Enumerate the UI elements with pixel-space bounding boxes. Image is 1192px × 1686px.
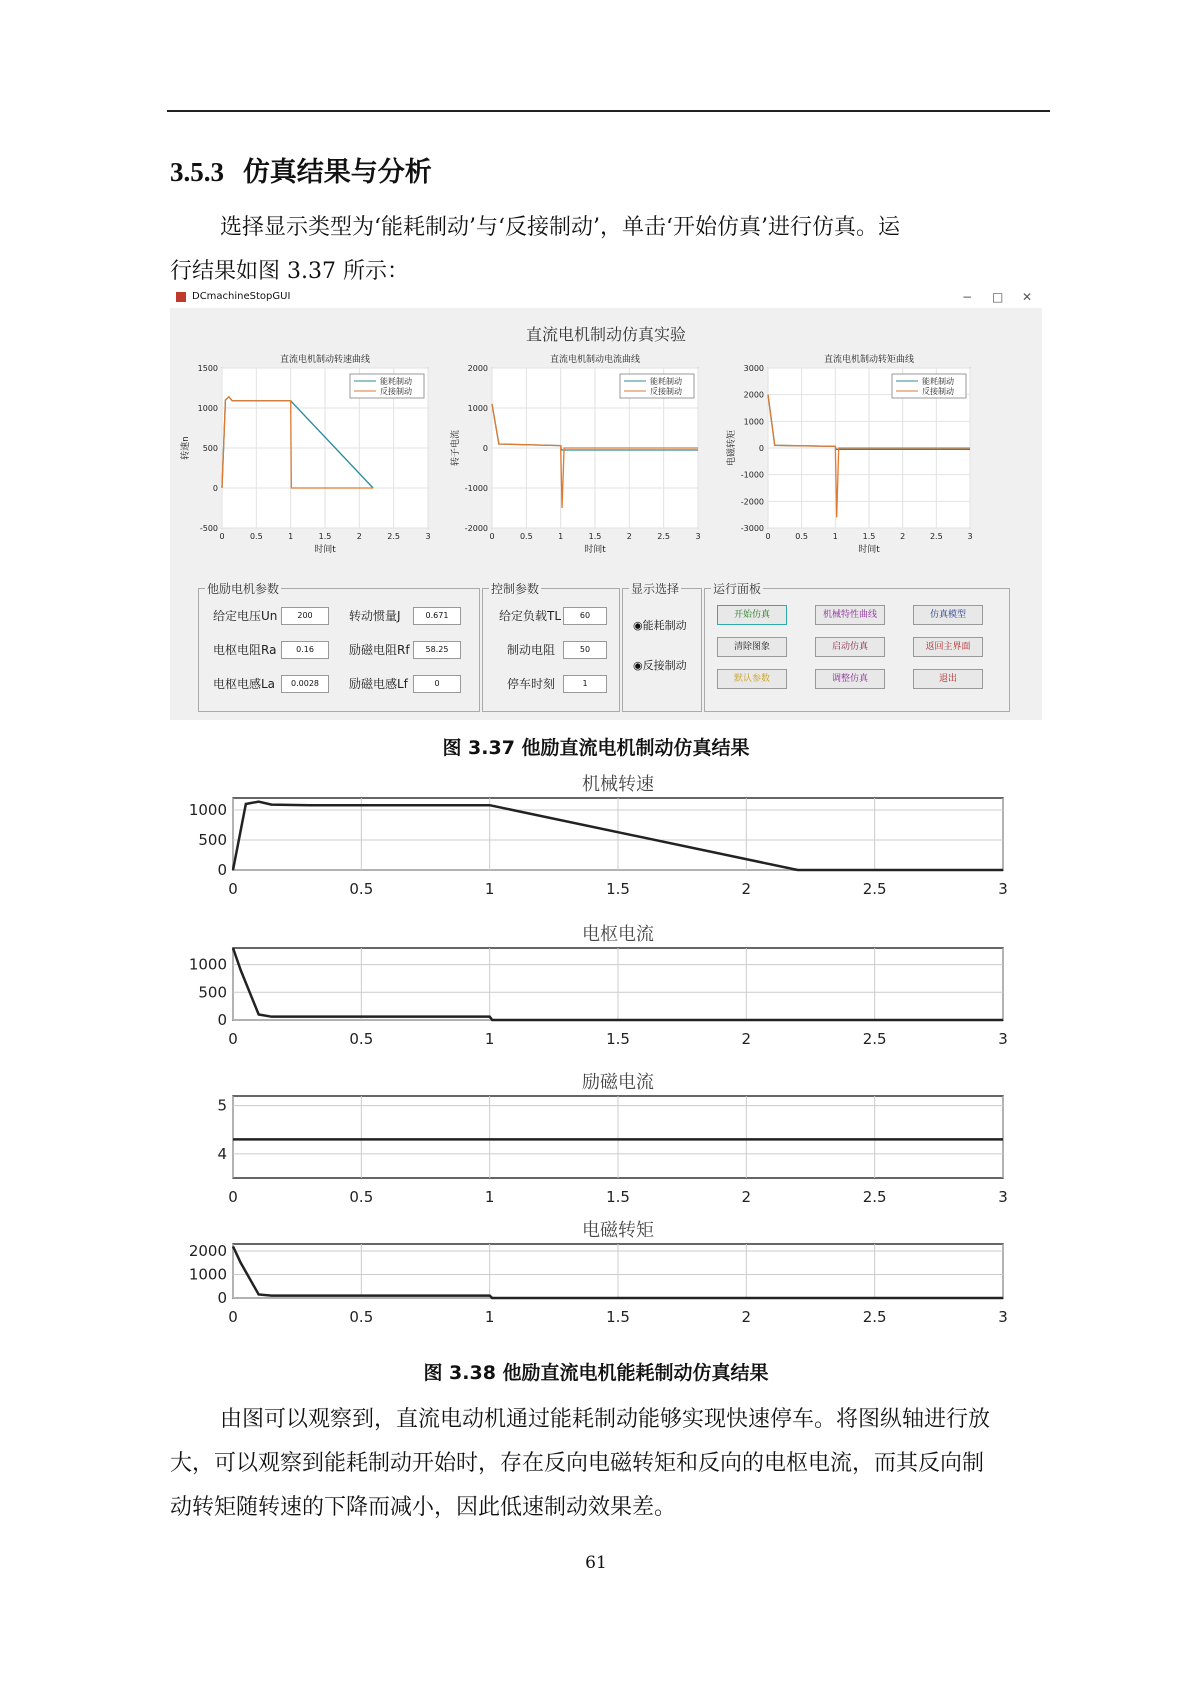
gui-x-tick: 0.5 <box>519 532 533 541</box>
close-icon[interactable]: ✕ <box>1022 290 1033 304</box>
x-tick-label: 1.5 <box>606 1030 630 1048</box>
gui-legend-label: 反接制动 <box>380 387 412 396</box>
x-tick-label: 0.5 <box>349 1308 374 1326</box>
x-tick-label: 0 <box>228 1308 238 1326</box>
gui-window <box>170 286 1042 720</box>
gui-plot-ylabel: 电磁转矩 <box>727 429 737 467</box>
y-tick-label: 1000 <box>188 1265 227 1284</box>
x-tick-label: 2 <box>741 1030 752 1048</box>
gui-legend-label: 反接制动 <box>650 387 682 396</box>
x-tick-label: 0.5 <box>349 880 374 898</box>
y-tick-label: 500 <box>198 831 227 849</box>
gui-x-tick: 0.5 <box>795 532 809 541</box>
x-tick-label: 3 <box>998 880 1008 898</box>
x-tick-label: 2 <box>741 880 752 898</box>
param-input-rf[interactable]: 58.25 <box>413 641 461 659</box>
control-input-stop-time[interactable]: 1 <box>563 675 607 693</box>
y-tick-label: 1000 <box>188 955 227 974</box>
gui-plot-xlabel: 时间t <box>314 545 336 555</box>
gui-plot-ylabel: 转速n <box>181 436 191 460</box>
gui-x-tick: 0 <box>489 532 495 541</box>
gui-x-tick: 3 <box>967 532 973 541</box>
gui-x-tick: 1 <box>558 532 564 541</box>
intro-line-2: 行结果如图 3.37 所示： <box>170 259 409 284</box>
run-panel-title: 运行面板 <box>713 582 762 596</box>
radio-label: 能耗制动 <box>642 619 687 632</box>
maximize-icon[interactable]: □ <box>992 290 1004 304</box>
gui-x-tick: 1 <box>288 532 294 541</box>
gui-y-tick: 0 <box>758 444 764 453</box>
motor-params-title: 他励电机参数 <box>207 582 280 596</box>
gui-legend-label: 反接制动 <box>922 387 954 396</box>
x-tick-label: 2.5 <box>862 1030 887 1048</box>
x-tick-label: 0 <box>228 1188 238 1206</box>
fig338-chart <box>0 762 1192 1332</box>
gui-x-tick: 3 <box>695 532 701 541</box>
minimize-icon[interactable]: − <box>962 290 973 304</box>
gui-y-tick: -1000 <box>464 484 488 493</box>
x-tick-label: 0 <box>228 880 238 898</box>
x-tick-label: 0 <box>228 1030 238 1048</box>
window-title: DCmachineStopGUI <box>192 291 291 302</box>
gui-y-tick: -2000 <box>464 524 488 533</box>
radio-dynamic-braking[interactable]: ◉能耗制动 <box>633 619 687 632</box>
gui-x-tick: 2 <box>356 532 362 541</box>
y-tick-label: 2000 <box>188 1242 227 1261</box>
gui-plot-xlabel: 时间t <box>858 545 880 555</box>
x-tick-label: 1 <box>484 1308 495 1326</box>
gui-x-tick: 2 <box>900 532 906 541</box>
subplot-title: 励磁电流 <box>582 1072 654 1093</box>
gui-legend-label: 能耗制动 <box>380 377 412 386</box>
x-tick-label: 2 <box>741 1308 752 1326</box>
analysis-line-3: 动转矩随转速的下降而减小，因此低速制动效果差。 <box>170 1495 677 1520</box>
gui-x-tick: 0 <box>765 532 771 541</box>
y-tick-label: 0 <box>217 1011 227 1029</box>
gui-x-tick: 2.5 <box>929 532 943 541</box>
param-input-un[interactable]: 200 <box>281 607 329 625</box>
fig337-caption: 图 3.37 他励直流电机制动仿真结果 <box>442 737 750 759</box>
x-tick-label: 1.5 <box>606 880 630 898</box>
subplot-title: 电磁转矩 <box>582 1220 654 1241</box>
param-label: 给定电压Un <box>213 609 278 623</box>
subplot-title: 机械转速 <box>582 774 654 795</box>
control-label: 停车时刻 <box>507 677 556 691</box>
launch-sim-button[interactable]: 启动仿真 <box>815 637 885 657</box>
control-label: 给定负载TL <box>499 609 562 623</box>
param-input-ra[interactable]: 0.16 <box>281 641 329 659</box>
y-tick-label: 4 <box>217 1144 227 1163</box>
gui-x-tick: 1.5 <box>862 532 876 541</box>
radio-label: 反接制动 <box>642 659 687 672</box>
section-title: 仿真结果与分析 <box>242 157 432 188</box>
y-tick-label: 500 <box>198 983 227 1002</box>
run-panel <box>704 582 1010 712</box>
gui-main-title: 直流电机制动仿真实验 <box>525 325 686 344</box>
gui-plot-ylabel: 转子电流 <box>451 429 461 467</box>
gui-x-tick: 3 <box>425 532 431 541</box>
gui-plot-title: 直流电机制动转速曲线 <box>279 355 371 365</box>
gui-x-tick: 0 <box>219 532 225 541</box>
param-label: 电枢电阻Ra <box>213 643 277 657</box>
param-label: 励磁电感Lf <box>349 677 408 691</box>
x-tick-label: 3 <box>998 1188 1008 1206</box>
fig338-caption: 图 3.38 他励直流电机能耗制动仿真结果 <box>423 1362 769 1384</box>
sim-model-button[interactable]: 仿真模型 <box>913 605 983 625</box>
gui-legend-label: 能耗制动 <box>650 377 682 386</box>
radio-plugging-braking[interactable]: ◉反接制动 <box>633 659 687 672</box>
gui-y-tick: 0 <box>212 484 218 493</box>
gui-plots <box>170 338 1042 598</box>
param-label: 转动惯量J <box>349 609 401 623</box>
x-tick-label: 1.5 <box>606 1308 630 1326</box>
display-select-title: 显示选择 <box>631 582 680 596</box>
x-tick-label: 1 <box>484 880 495 898</box>
app-icon <box>176 292 186 302</box>
y-tick-label: 0 <box>217 1289 227 1307</box>
y-tick-label: 5 <box>217 1096 227 1115</box>
control-params-panel <box>482 582 620 712</box>
x-tick-label: 1 <box>484 1188 495 1206</box>
gui-legend-label: 能耗制动 <box>922 377 954 386</box>
analysis-line-1: 由图可以观察到，直流电动机通过能耗制动能够实现快速停车。将图纵轴进行放 <box>220 1407 991 1432</box>
x-tick-label: 2.5 <box>862 1188 887 1206</box>
x-tick-label: 1.5 <box>606 1188 630 1206</box>
analysis-line-2: 大，可以观察到能耗制动开始时，存在反向电磁转矩和反向的电枢电流，而其反向制 <box>170 1451 985 1476</box>
param-label: 电枢电感La <box>213 677 276 691</box>
subplot-title: 电枢电流 <box>582 924 654 945</box>
param-input-j[interactable]: 0.671 <box>413 607 461 625</box>
exit-button[interactable]: 退出 <box>913 669 983 689</box>
intro-line-1: 选择显示类型为‘能耗制动’与‘反接制动’，单击‘开始仿真’进行仿真。运 <box>220 215 900 240</box>
gui-y-tick: -1000 <box>740 470 764 480</box>
gui-x-tick: 2.5 <box>387 532 401 541</box>
gui-x-tick: 1 <box>832 532 838 541</box>
start-sim-button[interactable]: 开始仿真 <box>717 605 787 625</box>
gui-x-tick: 2 <box>626 532 632 541</box>
display-select-panel <box>622 582 702 712</box>
gui-plot-xlabel: 时间t <box>584 545 606 555</box>
gui-titlebar <box>170 286 1042 308</box>
gui-y-tick: 3000 <box>743 364 764 373</box>
param-input-lf[interactable]: 0 <box>413 675 461 693</box>
x-tick-label: 3 <box>998 1308 1008 1326</box>
control-params-title: 控制参数 <box>491 582 540 596</box>
gui-y-tick: 2000 <box>743 390 764 400</box>
adjust-sim-button[interactable]: 调整仿真 <box>815 669 885 689</box>
gui-y-tick: 1500 <box>197 364 218 373</box>
gui-y-tick: -2000 <box>740 497 764 507</box>
default-params-button[interactable]: 默认参数 <box>717 669 787 689</box>
control-input-brake-r[interactable]: 50 <box>563 641 607 659</box>
x-tick-label: 2.5 <box>862 880 887 898</box>
control-label: 制动电阻 <box>507 643 556 657</box>
x-tick-label: 0.5 <box>349 1030 374 1048</box>
gui-y-tick: -500 <box>199 524 218 533</box>
x-tick-label: 3 <box>998 1030 1008 1048</box>
x-tick-label: 1 <box>484 1030 495 1048</box>
gui-x-tick: 1.5 <box>588 532 602 541</box>
gui-x-tick: 0.5 <box>249 532 263 541</box>
section-number: 3.5.3 <box>170 157 224 187</box>
gui-y-tick: 2000 <box>467 364 488 373</box>
param-input-la[interactable]: 0.0028 <box>281 675 329 693</box>
section-heading <box>170 150 432 189</box>
motor-params-panel <box>198 582 480 712</box>
gui-x-tick: 2.5 <box>657 532 671 541</box>
gui-y-tick: -3000 <box>740 524 764 533</box>
gui-x-tick: 1.5 <box>318 532 332 541</box>
gui-y-tick: 0 <box>482 444 488 453</box>
y-tick-label: 0 <box>217 861 227 879</box>
gui-y-tick: 1000 <box>467 404 488 413</box>
gui-plot-title: 直流电机制动电流曲线 <box>549 355 641 365</box>
gui-plot-title: 直流电机制动转矩曲线 <box>823 355 915 365</box>
gui-y-tick: 1000 <box>743 417 764 427</box>
return-main-button[interactable]: 返回主界面 <box>913 637 983 657</box>
control-input-tl[interactable]: 60 <box>563 607 607 625</box>
y-tick-label: 1000 <box>188 801 227 819</box>
param-label: 励磁电阻Rf <box>349 643 410 657</box>
clear-figure-button[interactable]: 清除图象 <box>717 637 787 657</box>
gui-y-tick: 1000 <box>197 404 218 413</box>
mech-curve-button[interactable]: 机械特性曲线 <box>815 605 885 625</box>
x-tick-label: 0.5 <box>349 1188 374 1206</box>
page-number: 61 <box>585 1553 607 1573</box>
header-rule <box>167 110 1050 112</box>
x-tick-label: 2 <box>741 1188 752 1206</box>
x-tick-label: 2.5 <box>862 1308 887 1326</box>
gui-y-tick: 500 <box>202 444 218 453</box>
